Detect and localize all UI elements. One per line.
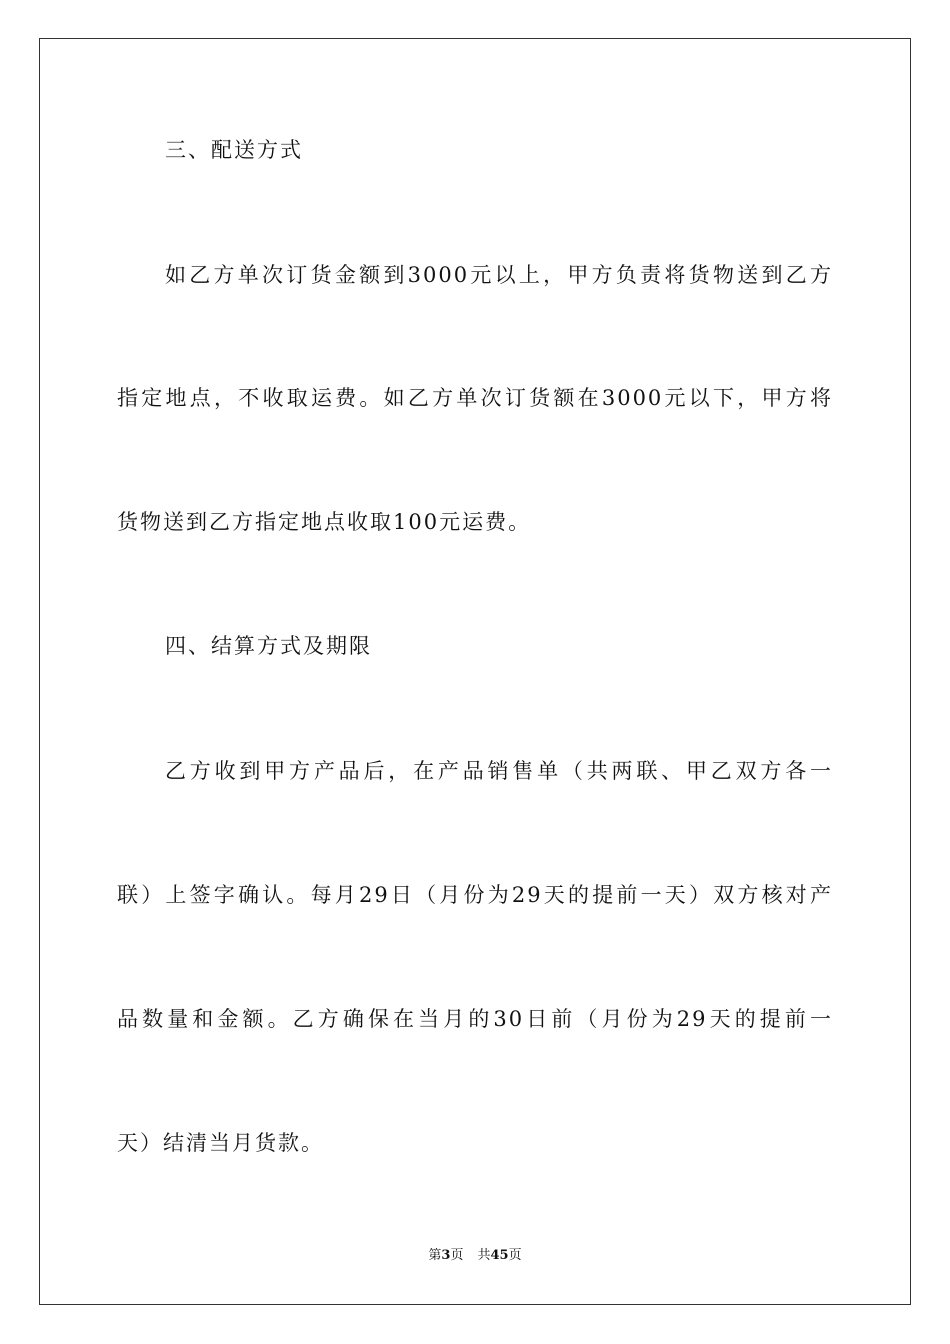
page-number: 第3页 bbox=[428, 1248, 464, 1263]
paragraph-line: 天）结清当月货款。 bbox=[117, 1131, 324, 1155]
section-heading-settlement: 四、结算方式及期限 bbox=[165, 634, 372, 658]
paragraph-line: 指定地点，不收取运费。如乙方单次订货额在3000元以下，甲方将 bbox=[117, 386, 833, 410]
paragraph-line: 货物送到乙方指定地点收取100元运费。 bbox=[117, 510, 532, 534]
paragraph-line: 乙方收到甲方产品后，在产品销售单（共两联、甲乙双方各一 bbox=[165, 759, 833, 783]
section-heading-delivery: 三、配送方式 bbox=[165, 138, 303, 162]
paragraph-line: 如乙方单次订货金额到3000元以上，甲方负责将货物送到乙方 bbox=[165, 263, 833, 287]
page-footer bbox=[0, 1247, 950, 1265]
paragraph-line: 品数量和金额。乙方确保在当月的30日前（月份为29天的提前一 bbox=[117, 1007, 833, 1031]
paragraph-line: 联）上签字确认。每月29日（月份为29天的提前一天）双方核对产 bbox=[117, 883, 833, 907]
page-border bbox=[39, 38, 911, 1305]
page-total: 共45页 bbox=[477, 1248, 522, 1263]
